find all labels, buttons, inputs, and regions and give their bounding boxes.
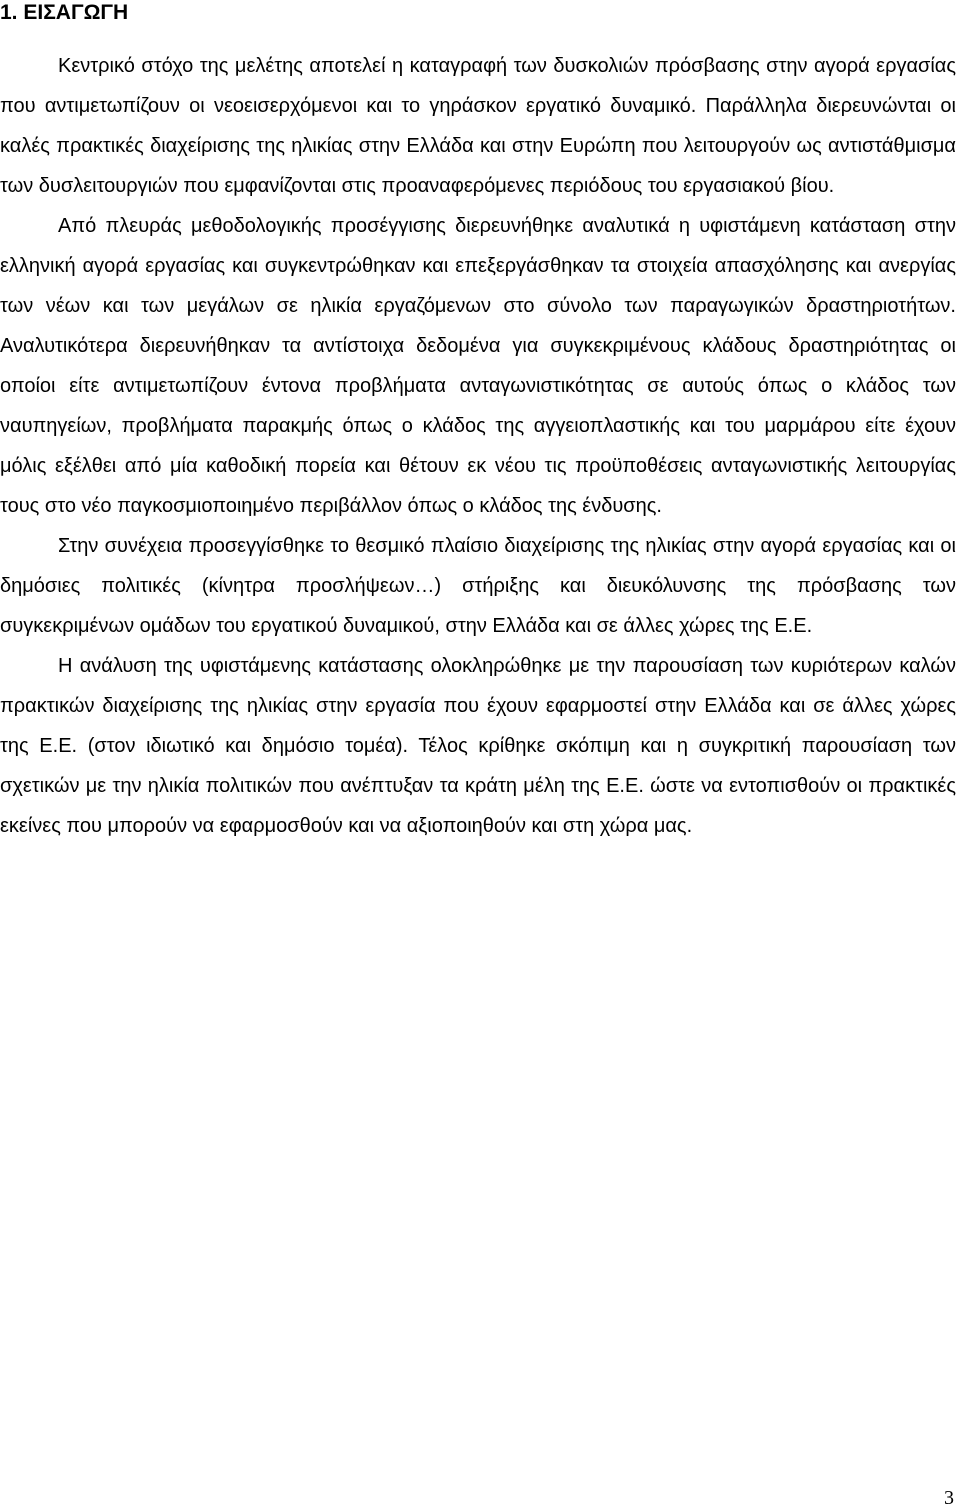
- paragraph-3: Στην συνέχεια προσεγγίσθηκε το θεσμικό πλαίσιο διαχείρισης της ηλικίας στην αγορά εργασίας και οι δημόσιες πολιτικές (κίνητρα προσλήψεων…) στήριξης και διευκόλυνσης της πρόσβασης των συγκεκριμένων ομάδων του εργατικού δυναμικού, στην Ελλάδα και σε άλλες χώρες της Ε.Ε.: [0, 535, 956, 637]
- body-text: [0, 46, 956, 846]
- paragraph-2: Από πλευράς μεθοδολογικής προσέγγισης διερευνήθηκε αναλυτικά η υφιστάμενη κατάσταση στην ελληνική αγορά εργασίας και συγκεντρώθηκαν και επεξεργάσθηκαν τα στοιχεία απασχόλησης και ανεργίας των νέων και των μεγάλων σε ηλικία εργαζόμενων στο σύνολο των παραγωγικών δραστηριοτήτων. Αναλυτικότερα διερευνήθηκαν τα αντίστοιχα δεδομένα για συγκεκριμένους κλάδους δραστηριότητας οι οποίοι είτε αντιμετωπίζουν έντονα προβλήματα ανταγωνιστικότητας σε αυτούς όπως ο κλάδος των ναυπηγείων, προβλήματα παρακμής όπως ο κλάδος της αγγειοπλαστικής και του μαρμάρου είτε έχουν μόλις εξέλθει από μία καθοδική πορεία και θέτουν εκ νέου τις προϋποθέσεις ανταγωνιστικής λειτουργίας τους στο νέο παγκοσμιοποιημένο περιβάλλον όπως ο κλάδος της ένδυσης.: [0, 215, 956, 517]
- section-heading: 1. ΕΙΣΑΓΩΓΗ: [0, 1, 129, 24]
- paragraph-4: Η ανάλυση της υφιστάμενης κατάστασης ολοκληρώθηκε με την παρουσίαση των κυριότερων καλών πρακτικών διαχείρισης της ηλικίας στην εργασία που έχουν εφαρμοστεί στην Ελλάδα και σε άλλες χώρες της Ε.Ε. (στον ιδιωτικό και δημόσιο τομέα). Τέλος κρίθηκε σκόπιμη και η συγκριτική παρουσίαση των σχετικών με την ηλικία πολιτικών που ανέπτυξαν τα κράτη μέλη της Ε.Ε. ώστε να εντοπισθούν οι πρακτικές εκείνες που μπορούν να εφαρμοσθούν και να αξιοποιηθούν και στη χώρα μας.: [0, 655, 956, 837]
- page-number: 3: [944, 1487, 954, 1509]
- paragraph-1: Κεντρικό στόχο της μελέτης αποτελεί η καταγραφή των δυσκολιών πρόσβασης στην αγορά εργασίας που αντιμετωπίζουν οι νεοεισερχόμενοι και το γηράσκον εργατικό δυναμικό. Παράλληλα διερευνώνται οι καλές πρακτικές διαχείρισης της ηλικίας στην Ελλάδα και στην Ευρώπη που λειτουργούν ως αντιστάθμισμα των δυσλειτουργιών που εμφανίζονται στις προαναφερόμενες περιόδους του εργασιακού βίου.: [0, 55, 956, 197]
